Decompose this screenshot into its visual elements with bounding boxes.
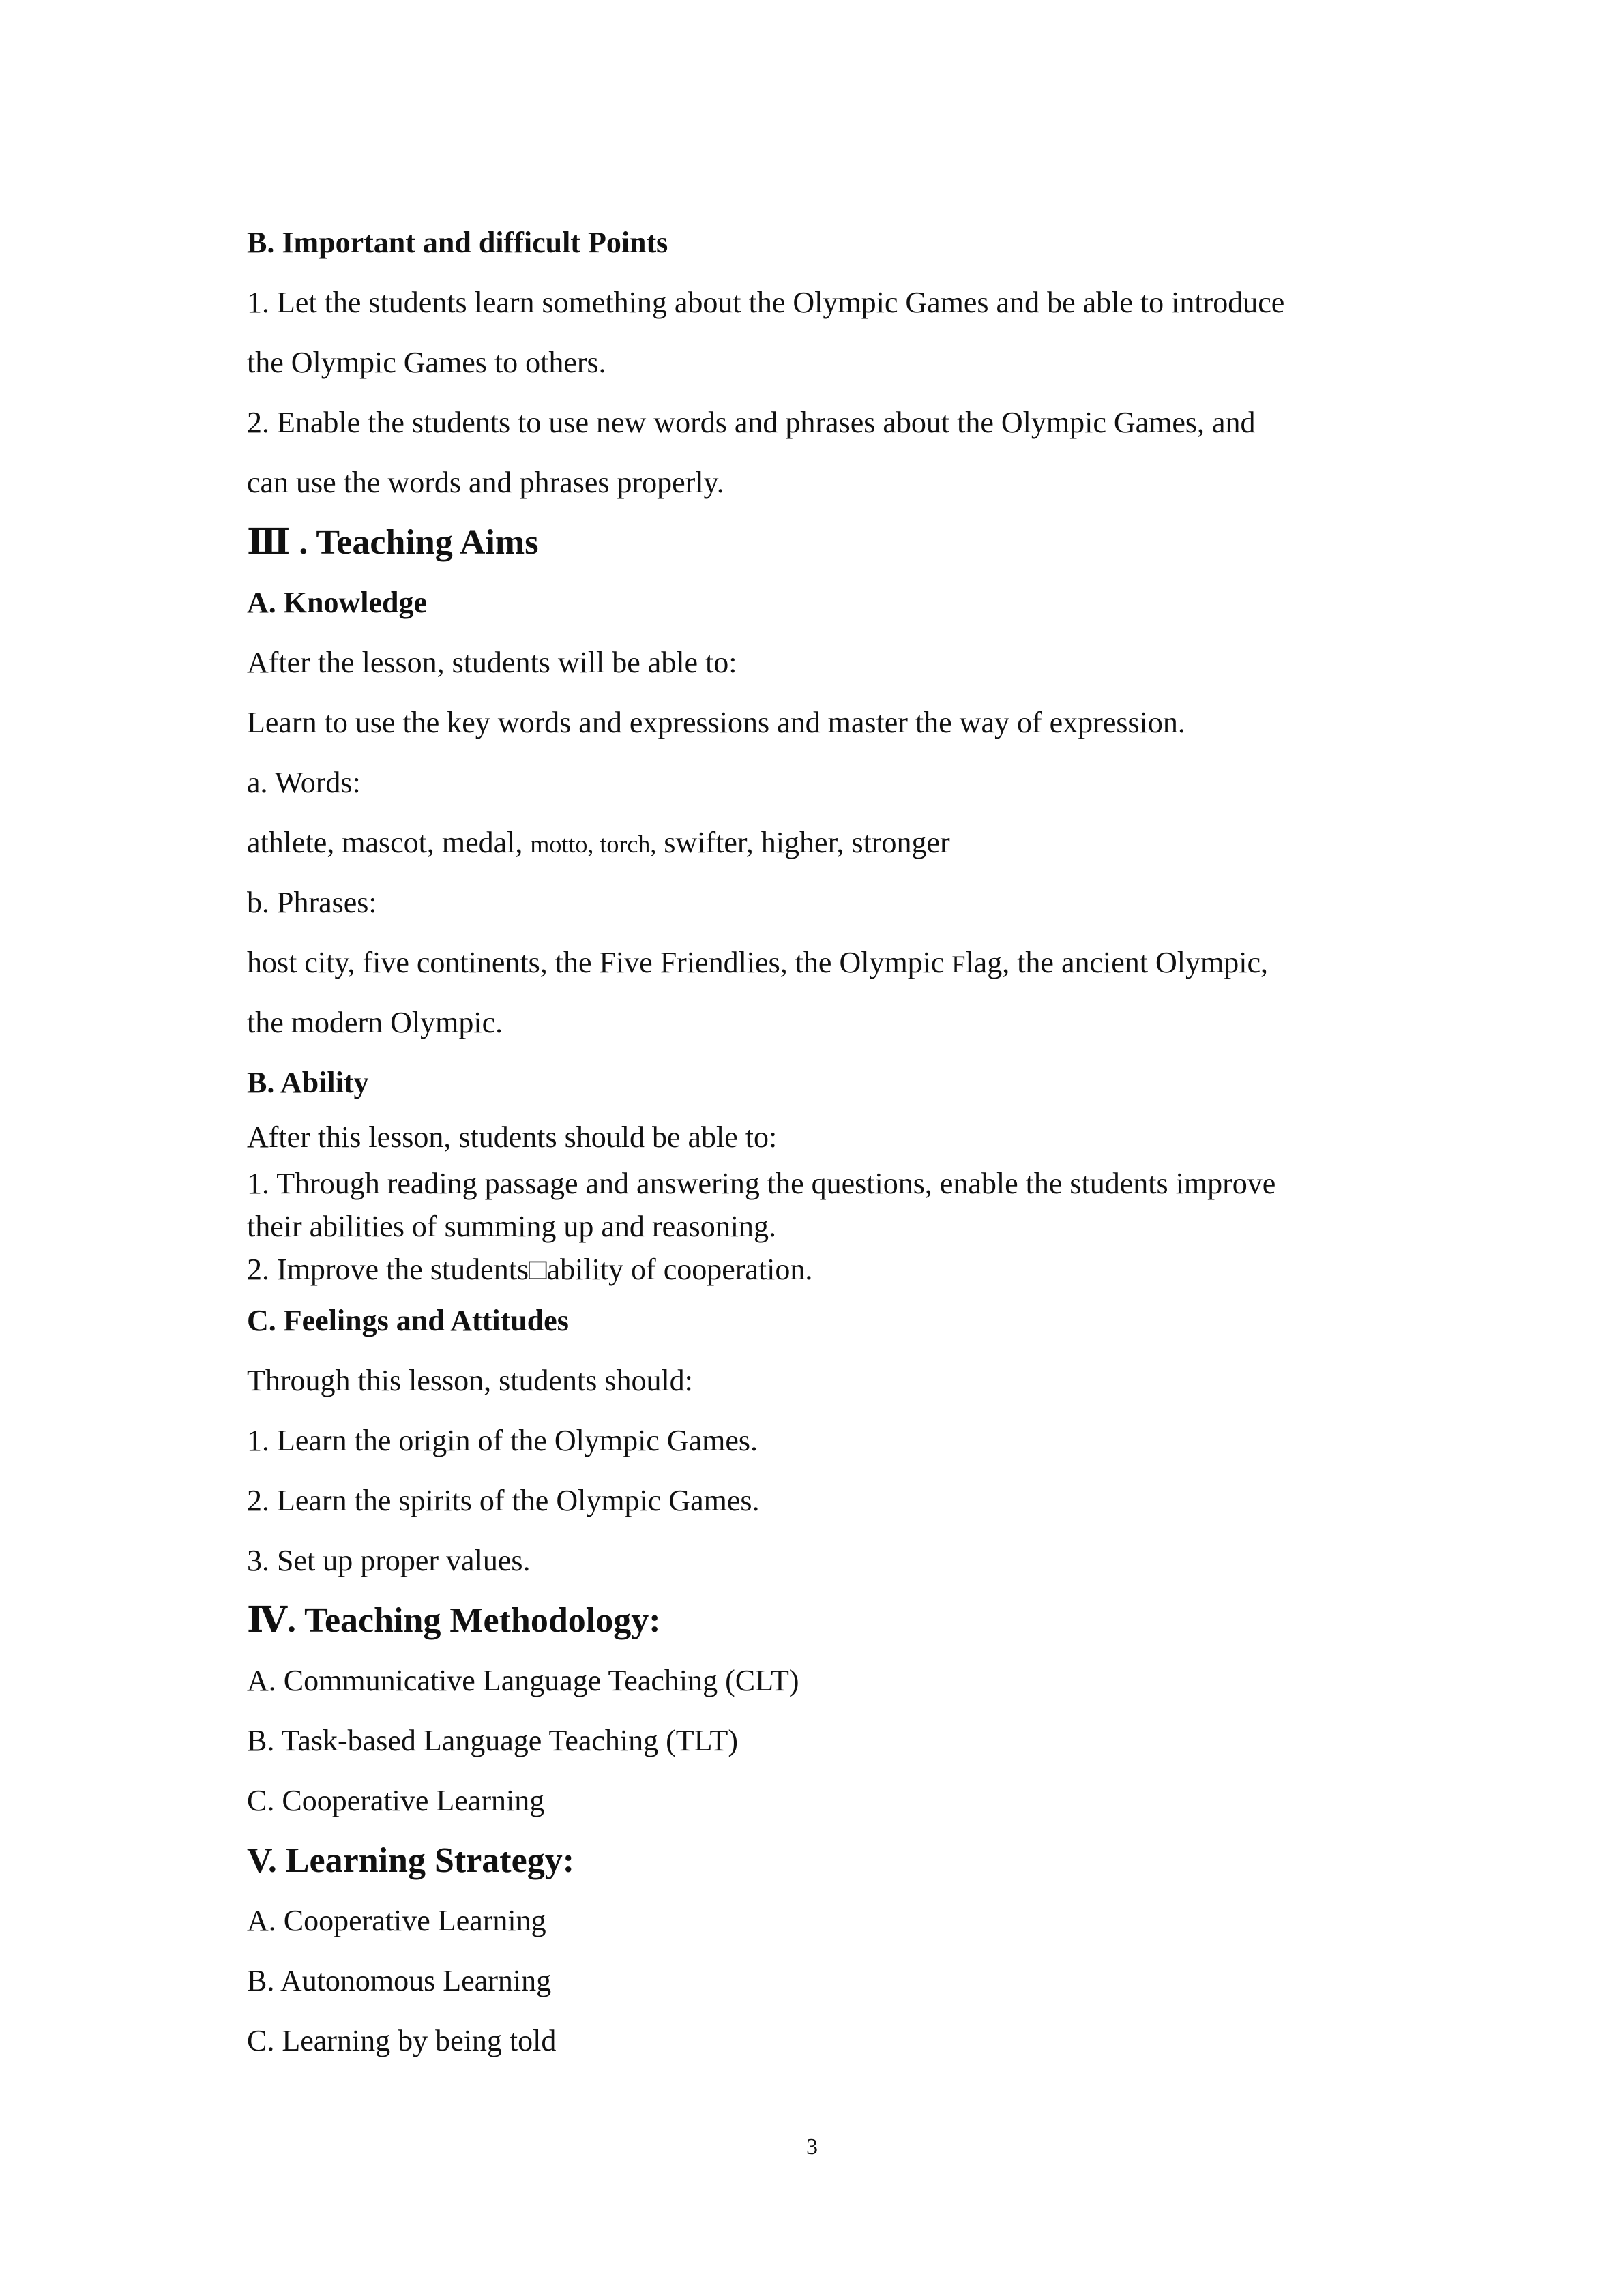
paragraph: 1. Let the students learn something about the Olympic Games and be able to introduce [247, 286, 1285, 319]
methodology-heading: Ⅳ. Teaching Methodology: [247, 1601, 661, 1640]
phrases-label: b. Phrases: [247, 886, 377, 919]
list-item: 3. Set up proper values. [247, 1544, 531, 1577]
page-number: 3 [806, 2134, 818, 2160]
words-part: swifter, higher, stronger [656, 826, 950, 859]
section-b-heading: B. Important and difficult Points [247, 226, 668, 259]
feelings-heading: C. Feelings and Attitudes [247, 1304, 569, 1337]
paragraph: 2. Enable the students to use new words and phrases about the Olympic Games, and [247, 406, 1256, 439]
ability-heading: B. Ability [247, 1066, 369, 1099]
list-item: A. Communicative Language Teaching (CLT) [247, 1664, 799, 1697]
paragraph: 2. Improve the students□ability of cooperation. [247, 1253, 813, 1286]
paragraph: After this lesson, students should be able to: [247, 1120, 778, 1154]
paragraph: After the lesson, students will be able to: [247, 646, 737, 679]
list-item: B. Autonomous Learning [247, 1964, 552, 1997]
words-small: motto, torch, [530, 831, 657, 858]
paragraph: 1. Through reading passage and answering the questions, enable the students improve [247, 1167, 1276, 1200]
knowledge-heading: A. Knowledge [247, 586, 427, 619]
list-item: A. Cooperative Learning [247, 1904, 546, 1937]
list-item: B. Task-based Language Teaching (TLT) [247, 1724, 739, 1757]
list-item: C. Cooperative Learning [247, 1784, 545, 1817]
paragraph: can use the words and phrases properly. [247, 466, 724, 499]
phrases-part: host city, five continents, the Five Friendlies, the Olympic [247, 946, 952, 979]
phrases-part: lag, the ancient Olympic, [965, 946, 1268, 979]
paragraph: the modern Olympic. [247, 1006, 503, 1039]
strategy-heading: V. Learning Strategy: [247, 1841, 575, 1880]
phrases-small: F [951, 951, 966, 978]
page-content [247, 213, 1393, 2071]
paragraph: their abilities of summing up and reasoning. [247, 1210, 776, 1243]
list-item: 2. Learn the spirits of the Olympic Games. [247, 1484, 760, 1517]
phrases-list [247, 933, 1393, 993]
paragraph: the Olympic Games to others. [247, 346, 606, 379]
paragraph: Learn to use the key words and expressions and master the way of expression. [247, 706, 1185, 739]
words-label: a. Words: [247, 766, 361, 799]
teaching-aims-heading: Ⅲ . Teaching Aims [247, 523, 539, 562]
words-part: athlete, mascot, medal, [247, 826, 531, 859]
paragraph: Through this lesson, students should: [247, 1364, 693, 1397]
list-item: C. Learning by being told [247, 2024, 557, 2057]
words-list [247, 813, 1393, 873]
list-item: 1. Learn the origin of the Olympic Games. [247, 1424, 758, 1457]
